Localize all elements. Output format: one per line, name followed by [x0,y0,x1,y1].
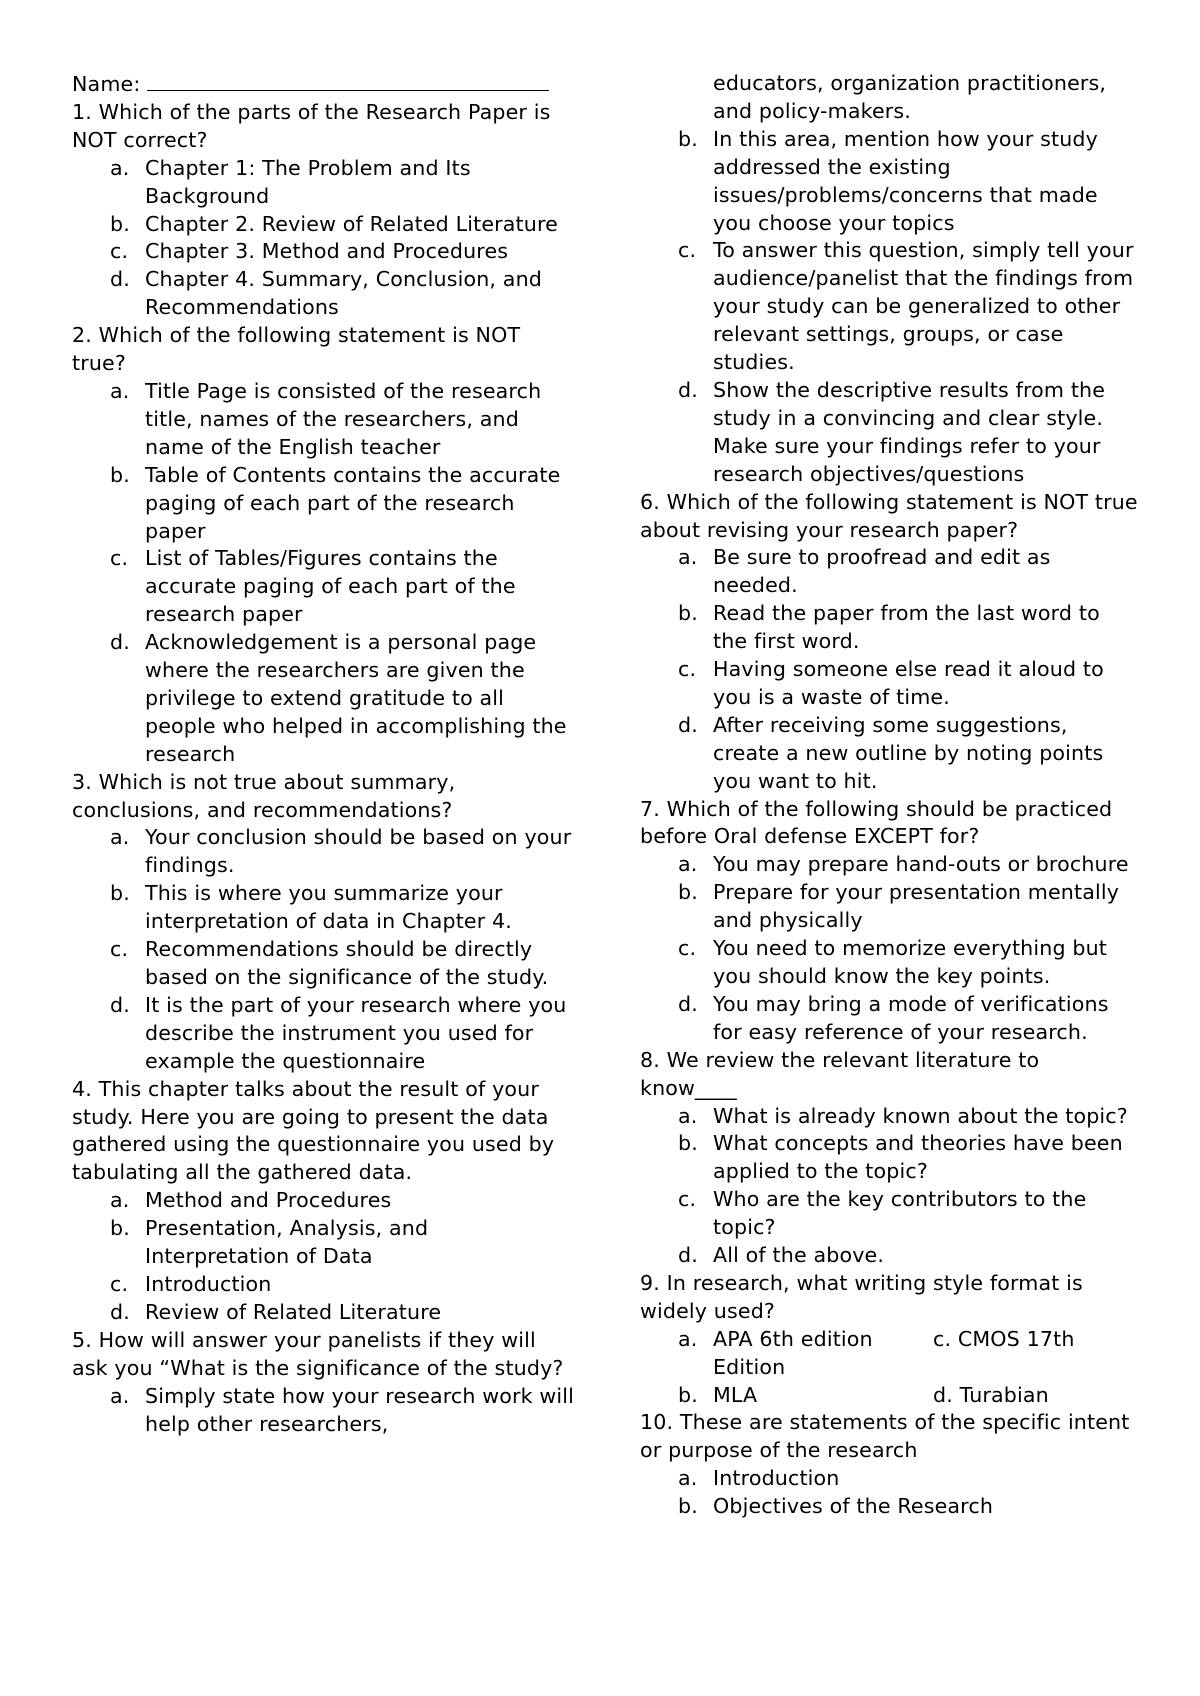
option-letter: d. [110,992,130,1017]
option-c-text: c. CMOS 17th [933,1326,1075,1351]
option-letter: a. [678,1326,698,1351]
option-letter: c. [678,657,697,682]
name-label: Name: [72,72,141,96]
option-b [72,211,577,239]
question-6 [640,489,1138,796]
option-text: Be sure to proofread and edit as needed. [713,545,1051,598]
option-letter: d. [678,377,698,402]
option-text: It is the part of your research where you describe the instrument you used for example the questionnaire [145,992,567,1073]
option-letter: b. [110,881,130,906]
option-a [640,1103,1138,1131]
option-letter: c. [678,238,697,263]
option-letter: b. [110,462,130,487]
option-list [640,1103,1138,1270]
option-d-text: d. Turabian [933,1382,1049,1407]
option-c [72,238,577,266]
option-c [640,237,1138,377]
option-a [72,1383,577,1439]
option-text: Having someone else read it aloud to you is a waste of time. [713,657,1104,709]
option-b [72,1215,577,1271]
question-5-continued [640,70,1138,489]
option-list [640,70,1138,489]
option-d [72,266,577,322]
name-field [72,70,577,99]
option-letter: c. [110,546,129,571]
option-letter: b. [110,1216,130,1241]
option-a [640,1465,1138,1493]
option-c [72,936,577,992]
question-stem: 8. We review the relevant literature to know____ [640,1047,1040,1100]
question-8 [640,1047,1138,1270]
name-blank-line[interactable] [147,70,549,91]
question-stem: 1. Which of the parts of the Research Paper is NOT correct? [72,99,551,152]
option-letter: a. [678,1103,698,1128]
option-text: This is where you summarize your interpretation of data in Chapter 4. [145,881,513,934]
option-letter: d. [110,1299,130,1324]
option-text: Show the descriptive results from the study in a convincing and clear style. Make sure your findings refer to your research objectives/questions [713,377,1106,486]
question-2 [72,322,577,769]
option-text: Title Page is consisted of the research title, names of the researchers, and name of the English teacher [145,378,542,459]
option-a [72,378,577,462]
option-text: Chapter 1: The Problem and Its Background [145,155,471,208]
question-stem: 5. How will answer your panelists if they will ask you “What is the significance of the study? [72,1327,564,1380]
option-c [72,545,577,629]
option-text: Table of Contents contains the accurate paging of each part of the research paper [145,462,561,543]
option-text: All of the above. [713,1243,885,1268]
option-b [72,462,577,546]
option-list [640,851,1138,1046]
question-7 [640,796,1138,1047]
option-d [640,712,1138,796]
option-letter: b. [678,601,698,626]
option-list [640,544,1138,795]
option-text: List of Tables/Figures contains the accurate paging of each part of the research paper [145,546,516,627]
option-b [640,1130,1138,1186]
option-letter: d. [110,630,130,655]
option-letter: a. [110,1188,130,1213]
option-a [72,1187,577,1215]
option-text-wrap: Edition [713,1354,786,1379]
option-letter: a. [110,378,130,403]
option-row-wrap [640,1354,1138,1382]
question-3 [72,769,577,1076]
question-stem: 3. Which is not true about summary, conclusions, and recommendations? [72,769,456,822]
option-text: APA 6th edition [713,1326,873,1351]
option-text: Review of Related Literature [145,1299,442,1324]
option-c [640,935,1138,991]
option-text: MLA [713,1382,758,1407]
option-letter: b. [678,1382,698,1407]
option-list [72,378,577,769]
option-text: You may prepare hand-outs or brochure [713,852,1129,877]
option-letter: a. [678,852,698,877]
option-d [72,992,577,1076]
option-letter: c. [678,1187,697,1212]
question-stem: 10. These are statements of the specific intent or purpose of the research [640,1410,1130,1463]
option-b [640,126,1138,238]
option-list [72,155,577,322]
option-a-continuation [640,70,1138,126]
option-b [640,879,1138,935]
option-d [640,1242,1138,1270]
option-text: You may bring a mode of verifications for easy reference of your research. [713,991,1109,1044]
option-letter: c. [110,1271,129,1296]
option-letter: d. [110,267,130,292]
option-c [72,1271,577,1299]
question-stem: 2. Which of the following statement is NOT true? [72,323,521,376]
option-text: Who are the key contributors to the topic? [713,1187,1087,1240]
option-letter: b. [110,211,130,236]
left-column [72,70,577,1438]
option-letter: a. [678,1466,698,1491]
option-text: What concepts and theories have been applied to the topic? [713,1131,1123,1184]
option-b [640,1493,1138,1521]
option-text: Introduction [145,1271,272,1296]
question-stem: 9. In research, what writing style format is widely used? [640,1270,1083,1323]
option-text: Introduction [713,1466,840,1491]
question-stem: 4. This chapter talks about the result of your study. Here you are going to present the data gathered using the questionnaire you used by tabulating all the gathered data. [72,1076,555,1185]
question-stem: 7. Which of the following should be practiced before Oral defense EXCEPT for? [640,796,1113,849]
option-text: You need to memorize everything but you should know the key points. [713,936,1108,988]
option-letter: a. [110,825,130,850]
option-text: To answer this question, simply tell your audience/panelist that the findings from your study can be generalized to other relevant settings, groups, or case studies. [713,238,1134,375]
option-text: Simply state how your research work will help other researchers, [145,1383,575,1436]
option-letter: b. [678,1494,698,1519]
option-text: Prepare for your presentation mentally and physically [713,880,1120,933]
option-text: Chapter 4. Summary, Conclusion, and Recommendations [145,267,543,320]
option-text: Your conclusion should be based on your findings. [145,825,572,878]
option-d [72,629,577,769]
option-letter: c. [110,937,129,962]
option-b [640,600,1138,656]
option-text: What is already known about the topic? [713,1103,1128,1128]
option-text: After receiving some suggestions, create a new outline by noting points you want to hit. [713,712,1104,793]
option-list [640,1465,1138,1521]
option-letter: c. [110,239,129,264]
option-a [72,155,577,211]
option-text: Objectives of the Research [713,1494,994,1519]
option-list [72,1187,577,1327]
option-text: Read the paper from the last word to the first word. [713,601,1100,654]
option-letter: b. [678,1131,698,1156]
option-list [72,824,577,1075]
option-text: Chapter 2. Review of Related Literature [145,211,558,236]
question-10 [640,1409,1138,1521]
option-letter: a. [678,545,698,570]
option-letter: b. [678,880,698,905]
option-letter: d. [678,1243,698,1268]
option-text: Recommendations should be directly based on the significance of the study. [145,937,549,989]
option-letter: a. [110,155,130,180]
option-text: Chapter 3. Method and Procedures [145,239,509,264]
question-stem: 6. Which of the following statement is NOT true about revising your research paper? [640,489,1138,542]
option-c [640,1186,1138,1242]
option-row-b-d [640,1382,1138,1410]
question-1 [72,99,577,322]
option-text: educators, organization practitioners, and policy-makers. [713,71,1107,123]
option-a [640,544,1138,600]
option-letter: d. [678,991,698,1016]
question-5 [72,1327,577,1439]
option-c [640,656,1138,712]
option-row-a-c [640,1326,1138,1354]
question-4 [72,1076,577,1327]
option-letter: a. [110,1383,130,1408]
option-d [640,991,1138,1047]
option-letter: c. [678,936,697,961]
option-a [640,851,1138,879]
option-a [72,824,577,880]
option-text: In this area, mention how your study addressed the existing issues/problems/concerns that made you choose your topics [713,126,1098,235]
question-9 [640,1270,1138,1409]
option-letter: d. [678,712,698,737]
option-text: Acknowledgement is a personal page where the researchers are given the privilege to extend gratitude to all people who helped in accomplishing the research [145,630,567,766]
right-column [640,70,1138,1521]
option-b [72,880,577,936]
option-list [72,1383,577,1439]
option-text: Method and Procedures [145,1188,392,1213]
option-text: Presentation, Analysis, and Interpretation of Data [145,1216,429,1269]
option-letter: b. [678,126,698,151]
option-d [72,1299,577,1327]
option-d [640,377,1138,489]
